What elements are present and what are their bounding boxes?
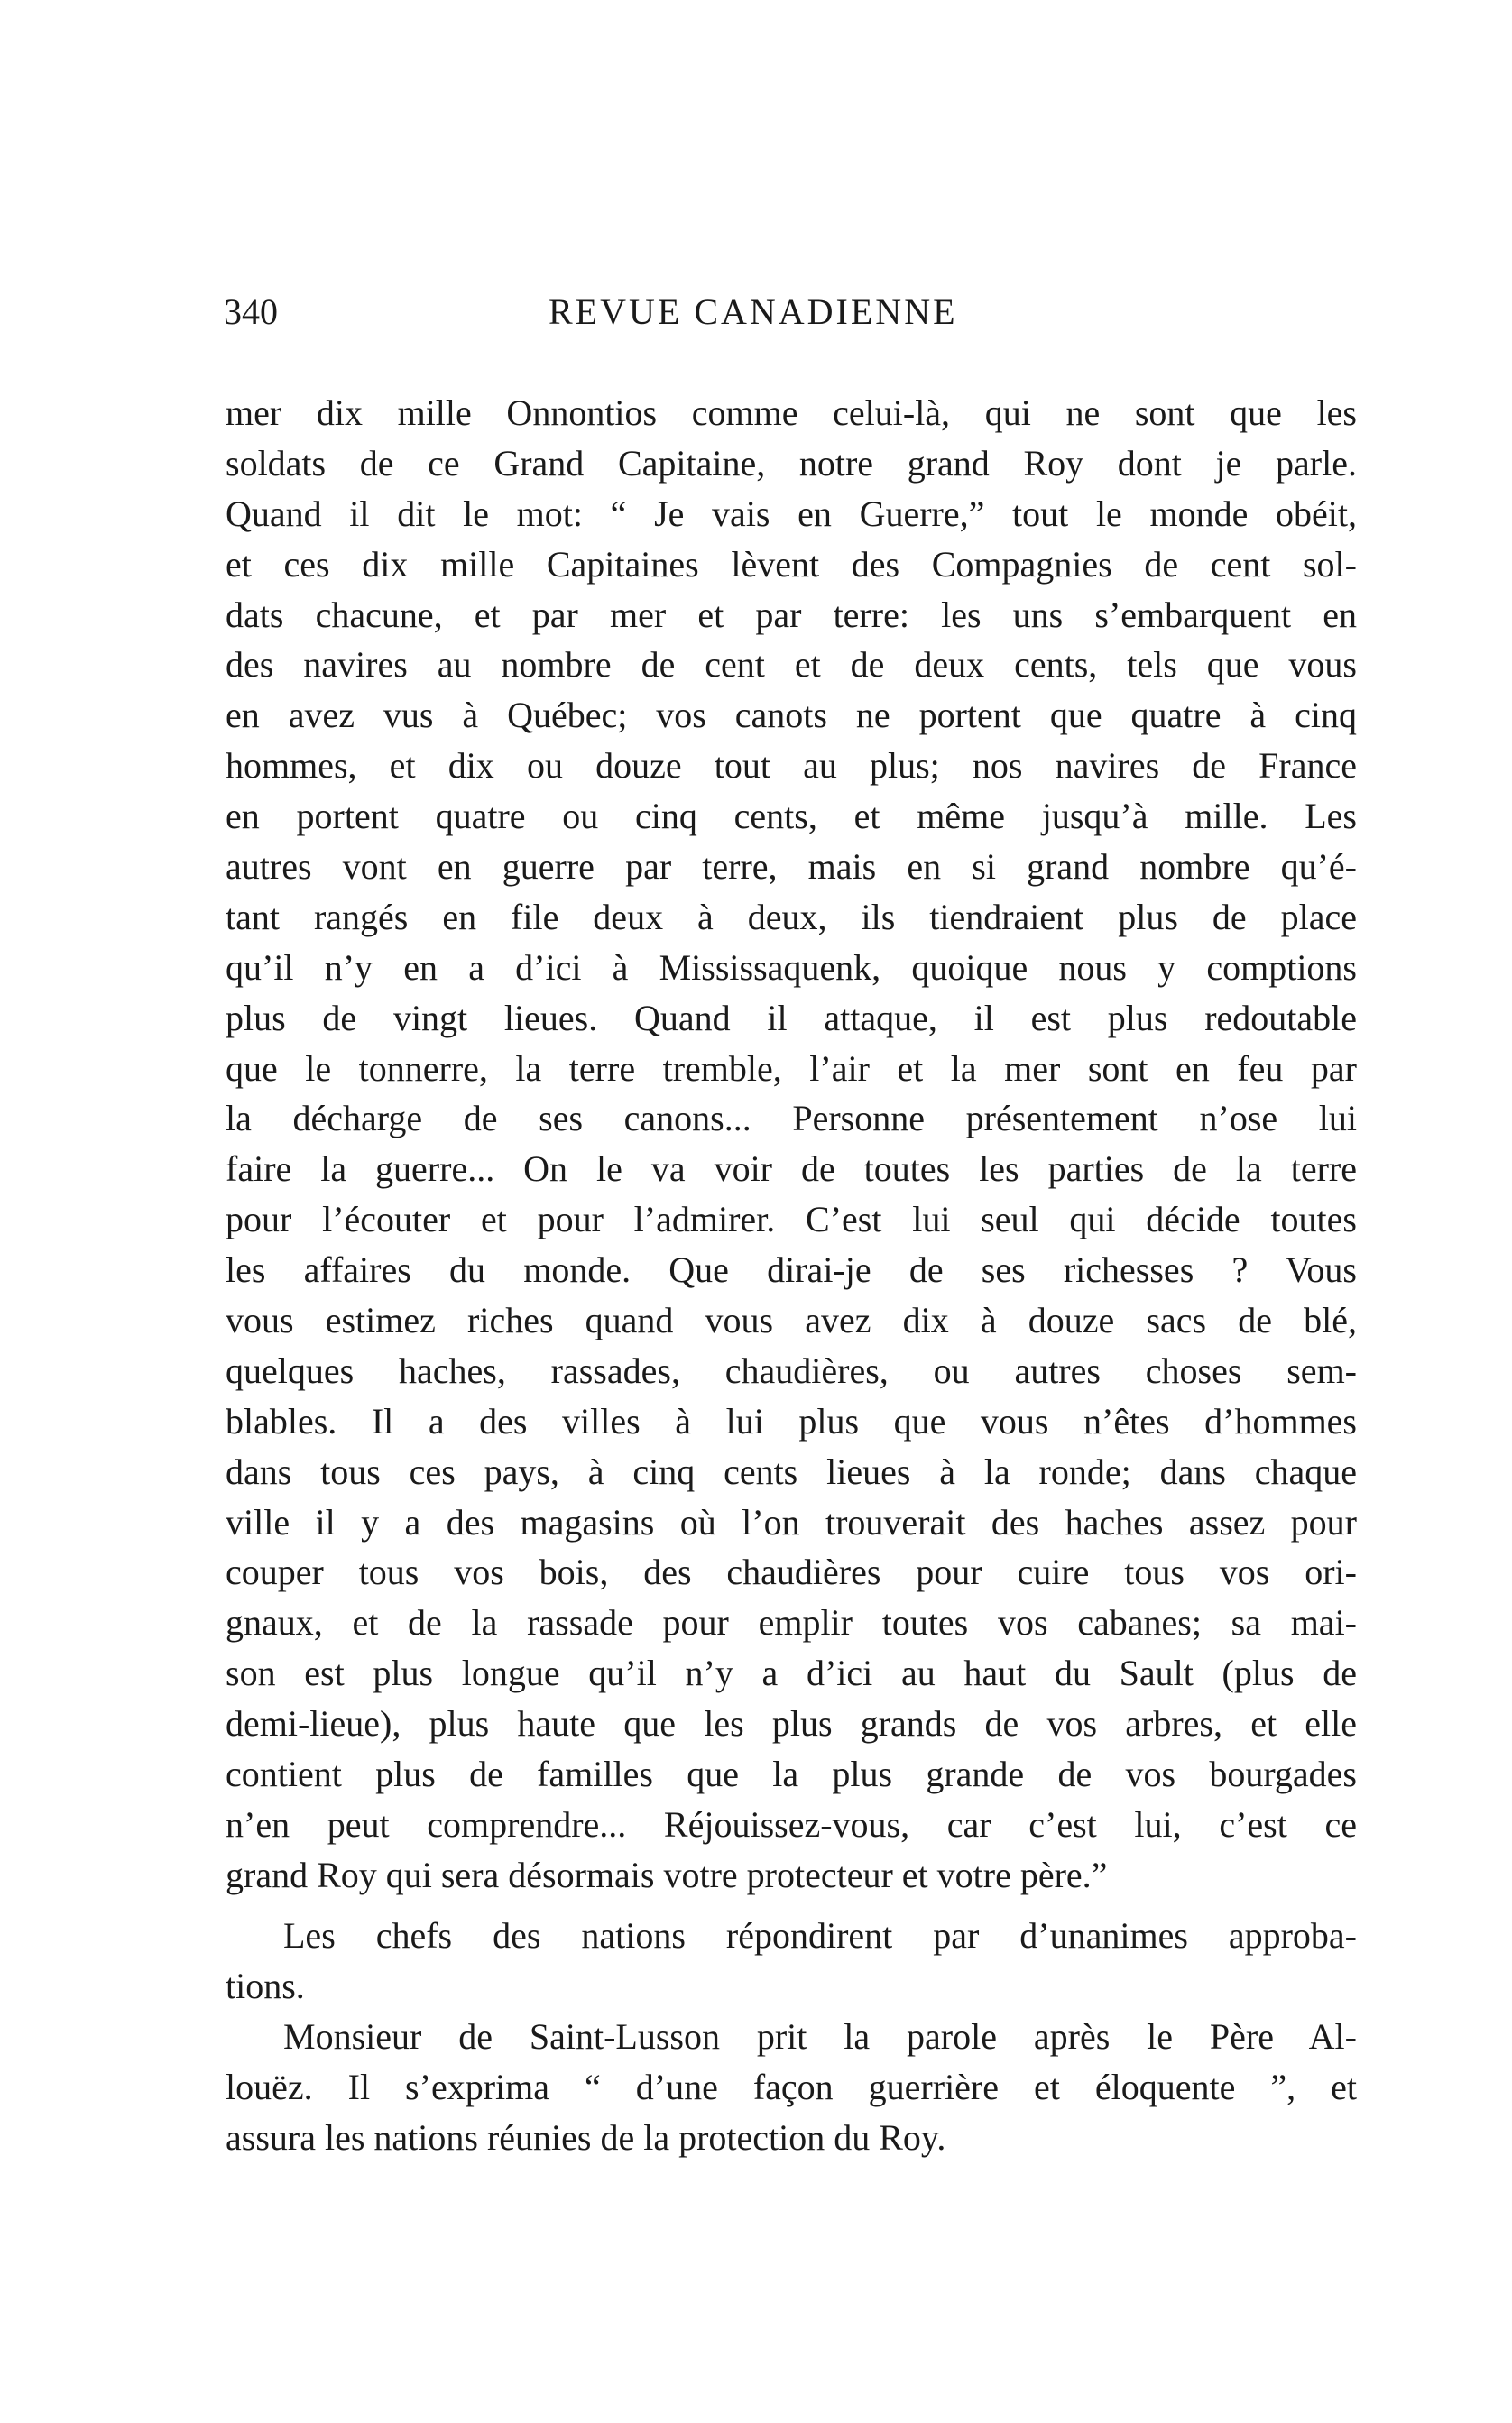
paragraph-1 [226,388,1357,1901]
text-line: des navires au nombre de cent et de deux cents, tels que vous [226,644,1357,686]
text-line: en avez vus à Québec; vos canots ne portent que quatre à cinq [226,695,1357,736]
text-line: plus de vingt lieues. Quand il attaque, il est plus redoutable [226,997,1357,1038]
text-line: Monsieur de Saint-Lusson prit la parole après le Père Al- [283,2016,1357,2057]
text-line: vous estimez riches quand vous avez dix à douze sacs de blé, [226,1300,1357,1341]
text-line: couper tous vos bois, des chaudières pour cuire tous vos ori- [226,1552,1357,1593]
text-line: faire la guerre... On le va voir de toutes les parties de la terre [226,1148,1357,1190]
paragraph-3 [226,2012,1357,2163]
text-line: la décharge de ses canons... Personne présentement n’ose lui [226,1098,1357,1139]
text-line: autres vont en guerre par terre, mais en si grand nombre qu’é- [226,846,1357,888]
text-line: ville il y a des magasins où l’on trouverait des haches assez pour [226,1501,1357,1543]
text-line: dats chacune, et par mer et par terre: les uns s’embarquent en [226,594,1357,635]
text-line: n’en peut comprendre... Réjouissez-vous, car c’est lui, c’est ce [226,1803,1357,1845]
text-line: qu’il n’y en a d’ici à Mississaquenk, quoique nous y comptions [226,946,1357,988]
text-line: quelques haches, rassades, chaudières, ou autres choses sem- [226,1350,1357,1391]
text-line: soldats de ce Grand Capitaine, notre grand Roy dont je parle. [226,442,1357,484]
text-line: et ces dix mille Capitaines lèvent des Compagnies de cent sol- [226,543,1357,585]
text-line: en portent quatre ou cinq cents, et même jusqu’à mille. Les [226,796,1357,837]
text-line: tant rangés en file deux à deux, ils tiendraient plus de place [226,896,1357,937]
text-line: demi-lieue), plus haute que les plus grands de vos arbres, et elle [226,1703,1357,1745]
journal-title: REVUE CANADIENNE [549,291,958,332]
text-line: grand Roy qui sera désormais votre protecteur et votre père.” [226,1854,1108,1895]
text-line: Quand il dit le mot: “ Je vais en Guerre,” tout le monde obéit, [226,493,1357,534]
text-line: pour l’écouter et pour l’admirer. C’est lui seul qui décide toutes [226,1199,1357,1240]
text-line: tions. [226,1965,305,2006]
text-line: contient plus de familles que la plus grande de vos bourgades [226,1754,1357,1795]
text-line: les affaires du monde. Que dirai-je de ses richesses ? Vous [226,1249,1357,1291]
text-line: mer dix mille Onnontios comme celui-là, qui ne sont que les [226,392,1357,433]
paragraph-2 [226,1911,1357,2012]
running-head [224,287,1351,337]
text-line: hommes, et dix ou douze tout au plus; nos navires de France [226,745,1357,787]
text-line: dans tous ces pays, à cinq cents lieues à la ronde; dans chaque [226,1451,1357,1492]
text-line: que le tonnerre, la terre tremble, l’air et la mer sont en feu par [226,1047,1357,1089]
text-line: gnaux, et de la rassade pour emplir toutes vos cabanes; sa mai- [226,1602,1357,1644]
text-line: louëz. Il s’exprima “ d’une façon guerrière et éloquente ”, et [226,2066,1357,2107]
text-line: son est plus longue qu’il n’y a d’ici au haut du Sault (plus de [226,1653,1357,1694]
text-line: blables. Il a des villes à lui plus que vous n’êtes d’hommes [226,1400,1357,1442]
text-line: Les chefs des nations répondirent par d’unanimes approba- [283,1915,1357,1956]
page-number: 340 [224,291,278,332]
text-line: assura les nations réunies de la protection du Roy. [226,2116,946,2158]
